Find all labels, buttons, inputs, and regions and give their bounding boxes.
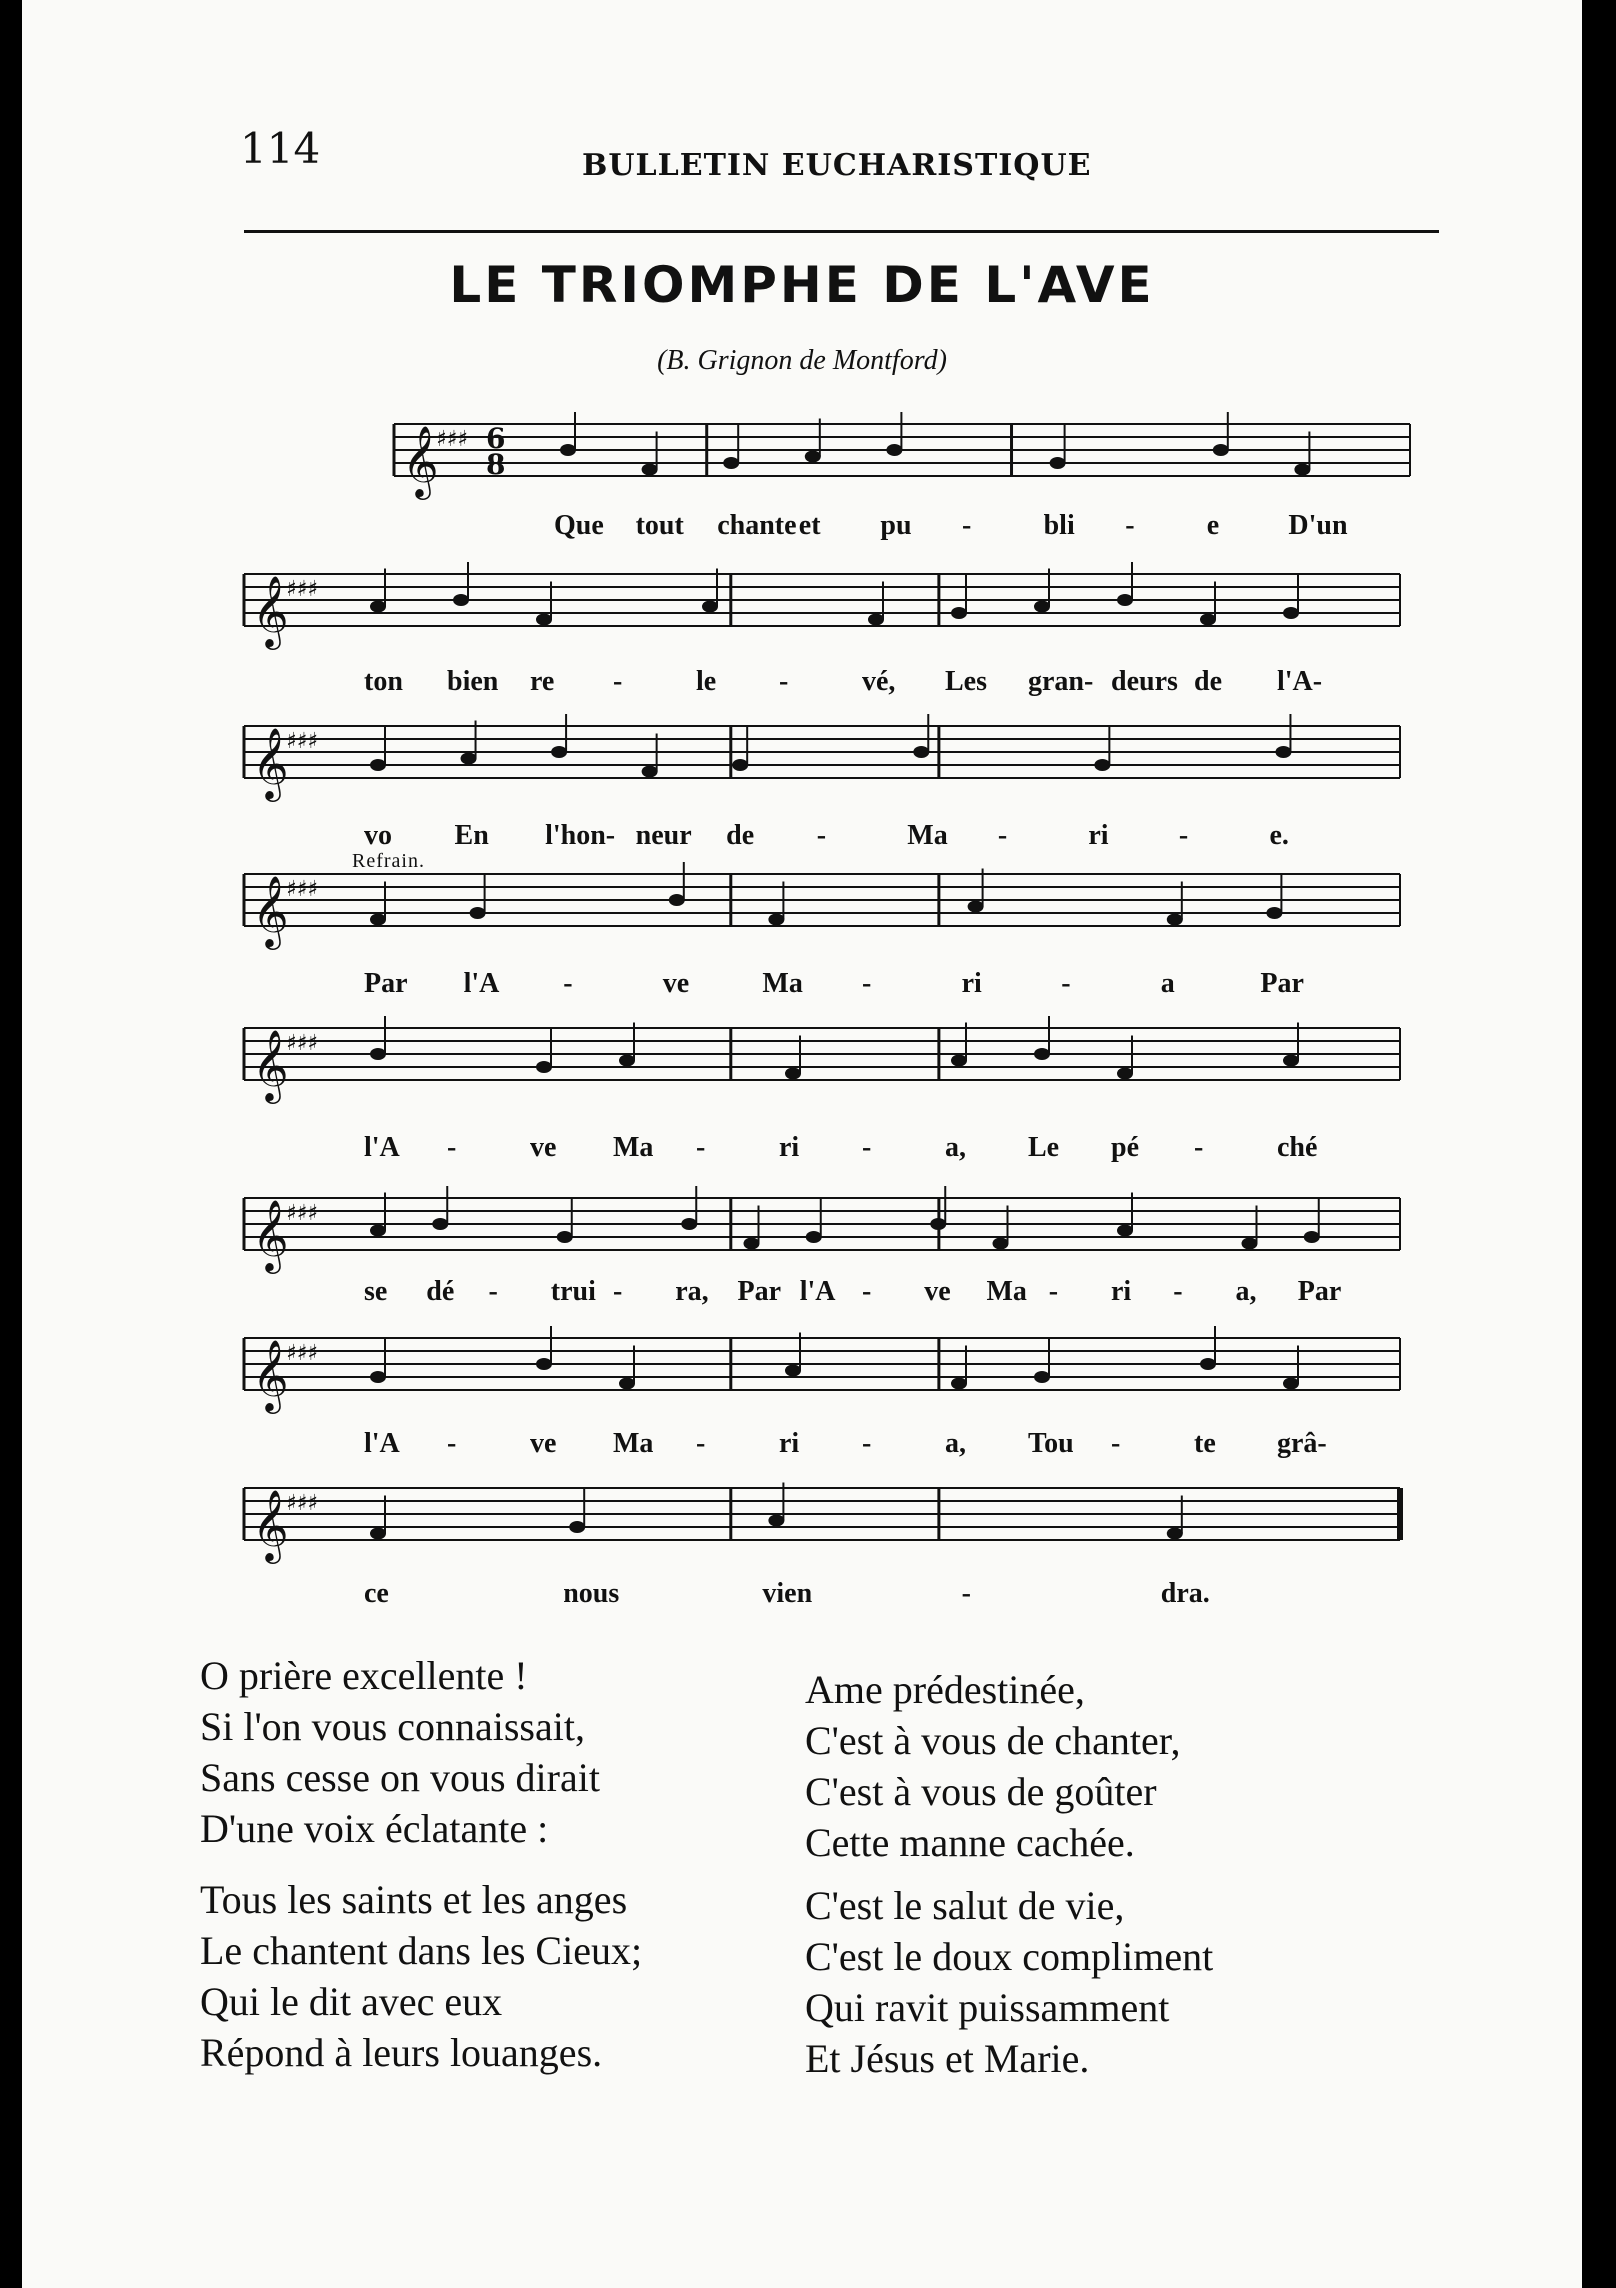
note-head	[806, 1231, 822, 1243]
note-head	[993, 1238, 1009, 1250]
lyric-syllable: -	[961, 1578, 971, 1609]
lyric-syllable: Par	[737, 1276, 782, 1307]
lyric-syllable: vé,	[862, 666, 896, 697]
lyric-syllable: de	[1194, 666, 1222, 697]
note-head	[1294, 464, 1310, 476]
note-head	[1213, 444, 1229, 456]
note-head	[560, 444, 576, 456]
lyric-syllable: ra,	[675, 1276, 709, 1307]
lyric-syllable: ché	[1277, 1132, 1318, 1163]
refrain-label: Refrain.	[352, 850, 425, 872]
lyric-syllable: l'hon-	[545, 820, 616, 851]
note-head	[768, 1515, 784, 1527]
verse-1-right	[805, 1664, 1181, 1868]
verse-line: Qui le dit avec eux	[200, 1979, 503, 2024]
note-head	[951, 607, 967, 619]
verse-line: Ame prédestinée,	[805, 1667, 1085, 1712]
note-head	[732, 759, 748, 771]
lyric-syllable: Par	[364, 968, 408, 999]
note-head	[1117, 1225, 1133, 1237]
lyric-syllable: le	[696, 666, 717, 697]
note-head	[744, 1238, 760, 1250]
lyric-syllable: -	[447, 1428, 457, 1459]
verse-line: D'une voix éclatante :	[200, 1806, 549, 1851]
note-head	[536, 1358, 552, 1370]
lyric-syllable: -	[1125, 510, 1135, 541]
lyric-syllable: re	[530, 666, 555, 697]
lyric-syllable: -	[997, 820, 1008, 851]
note-head	[536, 1061, 552, 1073]
key-signature: ♯♯♯	[286, 877, 318, 902]
lyric-syllable: -	[696, 1428, 706, 1459]
lyric-syllable: -	[613, 666, 623, 697]
lyric-syllable: neur	[635, 820, 692, 851]
lyric-syllable: ve	[530, 1428, 557, 1459]
lyric-syllable: -	[862, 1276, 872, 1307]
note-head	[432, 1218, 448, 1230]
note-head	[768, 914, 784, 926]
lyric-syllable: ri	[1088, 820, 1109, 851]
lyric-syllable: e.	[1269, 820, 1289, 851]
lyric-syllable: l'A	[799, 1276, 836, 1307]
note-head	[642, 766, 658, 778]
lyric-syllable: -	[779, 666, 789, 697]
treble-clef: 𝄞	[252, 1338, 289, 1411]
lyric-syllable: ri	[779, 1132, 800, 1163]
note-head	[968, 901, 984, 913]
lyric-syllable: e	[1206, 510, 1220, 541]
note-head	[951, 1055, 967, 1067]
lyric-syllable: Ma	[762, 968, 803, 999]
lyric-syllable: Tou	[1028, 1428, 1074, 1459]
note-head	[461, 753, 477, 765]
verse-line: C'est à vous de chanter,	[805, 1718, 1181, 1763]
note-head	[370, 1528, 386, 1540]
note-head	[536, 614, 552, 626]
lyric-syllable: l'A-	[1277, 666, 1323, 697]
lyric-syllable: -	[862, 968, 872, 999]
note-head	[951, 1378, 967, 1390]
treble-clef: 𝄞	[252, 1198, 289, 1271]
lyric-syllable: ri	[1111, 1276, 1132, 1307]
page	[22, 0, 1582, 2288]
lyric-syllable: Ma	[613, 1428, 654, 1459]
lyric-syllable: En	[454, 820, 489, 851]
lyric-syllable: bien	[447, 666, 499, 697]
verse-line: Cette manne cachée.	[805, 1820, 1135, 1865]
lyric-syllable: Que	[554, 510, 604, 541]
lyric-syllable: Par	[1260, 968, 1304, 999]
song-title: LE TRIOMPHE DE L'AVE	[449, 256, 1155, 314]
lyric-syllable: -	[962, 510, 972, 541]
note-head	[1167, 1528, 1183, 1540]
note-head	[370, 1048, 386, 1060]
lyric-syllable: grâ-	[1277, 1428, 1327, 1459]
lyric-syllable: de	[726, 820, 755, 851]
song-author: (B. Grignon de Montford)	[657, 345, 947, 376]
note-head	[1034, 1371, 1050, 1383]
note-head	[723, 457, 739, 469]
lyric-syllable: chante	[717, 510, 797, 541]
verse-line: Qui ravit puissamment	[805, 1985, 1170, 2030]
note-head	[370, 1225, 386, 1237]
note-head	[1117, 1068, 1133, 1080]
lyric-syllable: -	[1194, 1132, 1204, 1163]
note-head	[1242, 1238, 1258, 1250]
lyric-syllable: dra.	[1160, 1578, 1210, 1609]
lyric-syllable: -	[1048, 1276, 1059, 1307]
note-head	[551, 746, 567, 758]
note-head	[702, 601, 718, 613]
note-head	[370, 914, 386, 926]
lyric-syllable: bli	[1043, 510, 1075, 541]
lyric-syllable: ton	[364, 666, 403, 697]
running-title: BULLETIN EUCHARISTIQUE	[582, 148, 1092, 183]
verse-line: Sans cesse on vous dirait	[200, 1755, 600, 1800]
key-signature: ♯♯♯	[286, 1491, 318, 1516]
lyric-syllable: a,	[945, 1132, 966, 1163]
lyric-syllable: a,	[1235, 1276, 1257, 1307]
note-head	[669, 894, 685, 906]
lyric-syllable: ce	[364, 1578, 389, 1609]
lyric-syllable: Les	[945, 666, 987, 697]
key-signature: ♯♯♯	[286, 1031, 318, 1056]
lyric-syllable: vien	[762, 1578, 813, 1609]
note-head	[619, 1055, 635, 1067]
verse-line: Si l'on vous connaissait,	[200, 1704, 585, 1749]
lyric-syllable: trui	[550, 1276, 596, 1307]
lyric-syllable: et	[798, 510, 821, 541]
note-head	[1094, 759, 1110, 771]
lyric-syllable: deurs	[1111, 666, 1178, 697]
time-signature-bottom: 8	[486, 448, 506, 481]
note-head	[1034, 1048, 1050, 1060]
lyric-syllable: Ma	[613, 1132, 654, 1163]
key-signature: ♯♯♯	[286, 729, 318, 754]
lyric-syllable: Par	[1297, 1276, 1342, 1307]
lyric-syllable: -	[1111, 1428, 1121, 1459]
lyric-syllable: -	[447, 1132, 457, 1163]
treble-clef: 𝄞	[252, 574, 289, 647]
lyric-syllable: l'A	[463, 968, 500, 999]
lyric-syllable: a	[1160, 968, 1175, 999]
verse-1-left	[200, 1650, 600, 1854]
key-signature: ♯♯♯	[286, 1341, 318, 1366]
lyric-syllable: vo	[364, 820, 392, 851]
lyric-syllable: l'A	[364, 1132, 400, 1163]
note-head	[1200, 1358, 1216, 1370]
lyric-syllable: -	[488, 1276, 498, 1307]
page-number: 114	[240, 124, 321, 173]
note-head	[785, 1365, 801, 1377]
note-head	[913, 746, 929, 758]
lyric-syllable: -	[1178, 820, 1189, 851]
lyric-syllable: dé	[426, 1276, 455, 1307]
note-head	[1117, 594, 1133, 606]
verse-line: C'est le salut de vie,	[805, 1883, 1125, 1928]
lyric-syllable: Ma	[986, 1276, 1027, 1307]
lyric-syllable: nous	[563, 1578, 620, 1609]
note-head	[619, 1378, 635, 1390]
lyric-syllable: l'A	[364, 1428, 400, 1459]
lyric-syllable: -	[696, 1132, 706, 1163]
lyric-syllable: te	[1194, 1428, 1216, 1459]
lyric-syllable: ri	[779, 1428, 800, 1459]
lyric-syllable: -	[816, 820, 827, 851]
note-head	[1200, 614, 1216, 626]
note-head	[1275, 746, 1291, 758]
key-signature: ♯♯♯	[286, 1201, 318, 1226]
lyric-syllable: pé	[1111, 1132, 1139, 1163]
note-head	[569, 1521, 585, 1533]
lyric-syllable: a,	[945, 1428, 966, 1459]
key-signature: ♯♯♯	[286, 577, 318, 602]
note-head	[805, 451, 821, 463]
note-head	[370, 1371, 386, 1383]
key-signature: ♯♯♯	[436, 427, 468, 452]
note-head	[1266, 907, 1282, 919]
lyric-syllable: ve	[662, 968, 690, 999]
lyric-syllable: ri	[961, 968, 982, 999]
note-head	[1283, 607, 1299, 619]
note-head	[868, 614, 884, 626]
lyric-syllable: ve	[530, 1132, 557, 1163]
verse-2-left	[200, 1874, 642, 2078]
note-head	[930, 1218, 946, 1230]
treble-clef: 𝄞	[252, 1028, 289, 1101]
note-head	[470, 907, 486, 919]
note-head	[370, 601, 386, 613]
lyric-syllable: -	[862, 1428, 872, 1459]
note-head	[681, 1218, 697, 1230]
lyric-syllable: -	[1173, 1276, 1183, 1307]
verse-2-right	[805, 1880, 1213, 2084]
verse-line: O prière excellente !	[200, 1653, 528, 1698]
lyric-syllable: -	[613, 1276, 623, 1307]
note-head	[1167, 914, 1183, 926]
lyric-syllable: Ma	[907, 820, 948, 851]
note-head	[1304, 1231, 1320, 1243]
lyric-syllable: gran-	[1028, 666, 1094, 697]
note-head	[642, 464, 658, 476]
lyric-syllable: tout	[635, 510, 684, 541]
note-head	[453, 594, 469, 606]
time-signature-top: 6	[486, 422, 506, 455]
note-head	[370, 759, 386, 771]
verse-line: Et Jésus et Marie.	[805, 2036, 1090, 2081]
lyric-syllable: Le	[1028, 1132, 1060, 1163]
lyric-syllable: -	[862, 1132, 872, 1163]
verse-line: Le chantent dans les Cieux;	[200, 1928, 643, 1973]
lyric-syllable: -	[1061, 968, 1071, 999]
verse-line: Tous les saints et les anges	[200, 1877, 628, 1922]
note-head	[1034, 601, 1050, 613]
note-head	[785, 1068, 801, 1080]
verse-line: C'est à vous de goûter	[805, 1769, 1157, 1814]
scan-border	[1582, 0, 1616, 2288]
treble-clef: 𝄞	[252, 1488, 289, 1561]
treble-clef: 𝄞	[402, 424, 439, 497]
treble-clef: 𝄞	[252, 726, 289, 799]
verse-line: Répond à leurs louanges.	[200, 2030, 603, 2075]
note-head	[1283, 1378, 1299, 1390]
music-score	[22, 0, 1582, 1620]
treble-clef: 𝄞	[252, 874, 289, 947]
lyric-syllable: ve	[924, 1276, 951, 1307]
note-head	[1283, 1055, 1299, 1067]
lyric-syllable: pu	[880, 510, 912, 541]
verse-line: C'est le doux compliment	[805, 1934, 1214, 1979]
note-head	[1050, 457, 1066, 469]
lyric-syllable: D'un	[1288, 510, 1348, 541]
lyric-syllable: se	[364, 1276, 388, 1307]
note-head	[886, 444, 902, 456]
note-head	[557, 1231, 573, 1243]
lyric-syllable: -	[563, 968, 573, 999]
